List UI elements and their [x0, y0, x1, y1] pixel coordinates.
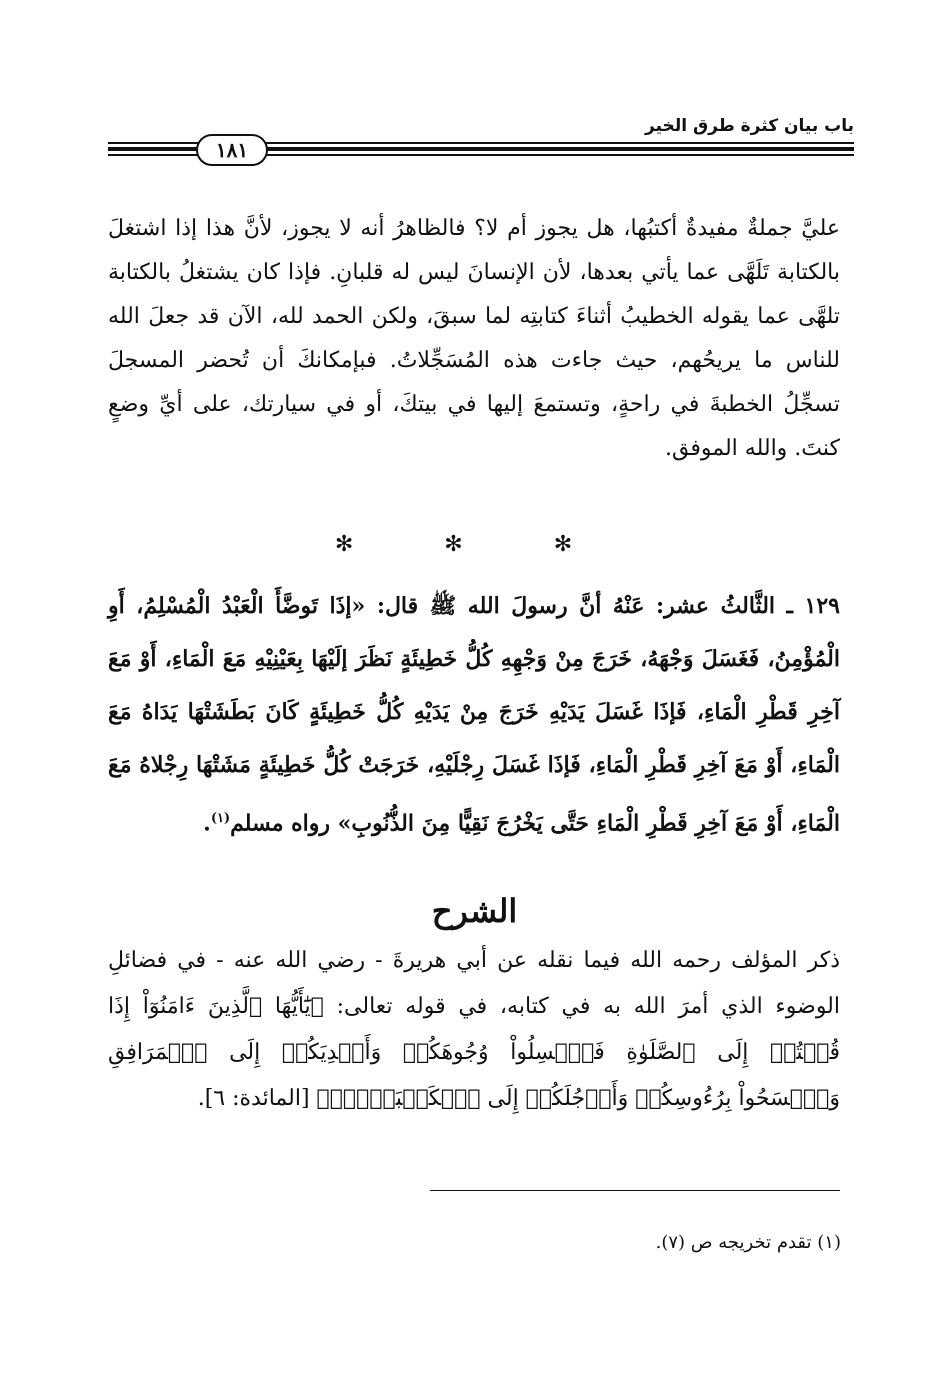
section-title: الشرح	[431, 892, 518, 930]
running-title: باب بيان كثرة طرق الخير	[645, 116, 854, 136]
hadith-text: ١٢٩ ـ الثَّالثُ عشر: عَنْهُ أنَّ رسولَ الله ﷺ قال: «إذَا تَوضَّأَ الْعَبْدُ الْمُسْلِمُ، أَوِ الْمُؤْمِنُ، فَغَسَلَ وَجْهَهُ، خَرَجَ مِنْ وَجْهِهِ كُلُّ خَطِيئَةٍ نَظَرَ إلَيْهَا بِعَيْنِيْهِ مَعَ الْمَاءِ، أَوْ مَعَ آخِرِ قَطْرِ الْمَاءِ، فَإذَا غَسَلَ يَدَيْهِ خَرَجَ مِنْ يَدَيْهِ كُلُّ خَطِيئَةٍ كَانَ بَطَشَتْهَا يَدَاهُ مَعَ الْمَاءِ، أَوْ مَعَ آخِرِ قَطْرِ الْمَاءِ، فَإذَا غَسَلَ رِجْلَيْهِ، خَرَجَتْ كُلُّ خَطِيئَةٍ مَشَتْهَا رِجْلاهُ مَعَ الْمَاءِ، أَوْ مَعَ آخِرِ قَطْرِ الْمَاءِ حَتَّى يَخْرُجَ نَقِيًّا مِنَ الذُّنُوبِ» رواه مسلم	[108, 593, 840, 837]
page-header	[108, 112, 854, 162]
paragraph-1: عليَّ جملةٌ مفيدةٌ أكتبُها، هل يجوز أم لا؟ فالظاهرُ أنه لا يجوز، لأنَّ هذا إذا اشتغلَ بالكتابة تَلَهَّى عما يأتي بعدها، لأن الإنسانَ ليس له قلبانِ. فإذا كان يشتغلُ بالكتابة تلهَّى عما يقوله الخطيبُ أثناءَ كتابتِه لما سبقَ، ولكن الحمد لله، الآن قد جعلَ الله للناس ما يريحُهم، حيث جاءت هذه المُسَجِّلاتُ. فبإمكانكَ أن تُحضر المسجلَ تسجِّلُ الخطبةَ في راحةٍ، وتستمعَ إليها في بيتكَ، أو في سيارتك، على أيِّ وضعٍ كنتَ. والله الموفق.	[108, 216, 840, 461]
hadith-end: .	[203, 810, 211, 837]
page-number: ١٨١	[196, 134, 268, 166]
footnote-divider	[430, 1190, 840, 1191]
paragraph-2: ذكر المؤلف رحمه الله فيما نقله عن أبي هريرةَ - رضي الله عنه - في فضائلِ الوضوء الذي أمرَ الله به في كتابه، في قوله تعالى: ﴿يَٰٓأَيُّهَا ٱلَّذِينَ ءَامَنُوٓاْ إِذَا قُمۡتُمۡ إِلَى ٱلصَّلَوٰةِ فَٱغۡسِلُواْ وُجُوهَكُمۡ وَأَيۡدِيَكُمۡ إِلَى ٱلۡمَرَافِقِ وَٱمۡسَحُواْ بِرُءُوسِكُمۡ وَأَرۡجُلَكُمۡ إِلَى ٱلۡكَعۡبَيۡنِۚ﴾ [المائدة: ٦].	[108, 948, 840, 1111]
hadith-129	[108, 580, 840, 850]
separator-stars: ✻ ✻ ✻	[334, 532, 615, 557]
footnote-1: (١) تقدم تخريجه ص (٧).	[655, 1232, 841, 1253]
footnote-ref: (١)	[210, 811, 231, 826]
